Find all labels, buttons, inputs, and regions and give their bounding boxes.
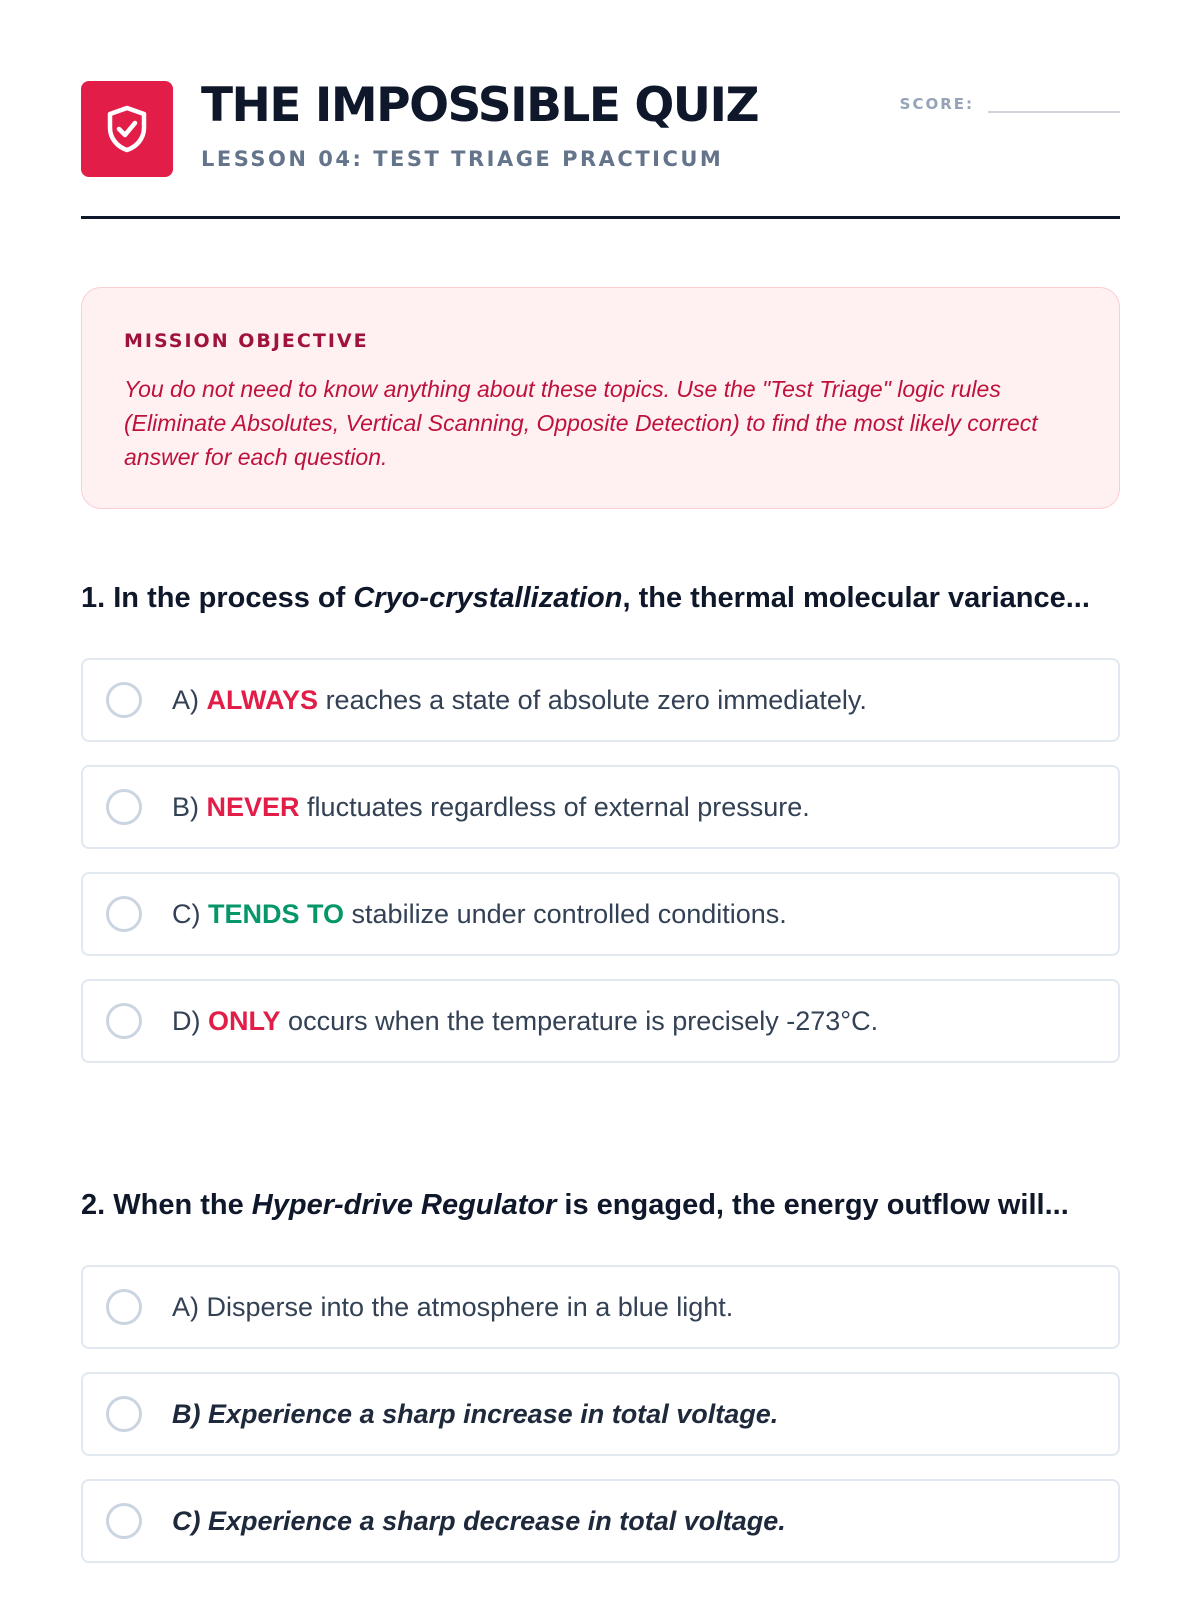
option-a[interactable]: [81, 658, 1120, 742]
option-rest: occurs when the temperature is precisely -273°C.: [280, 1005, 879, 1036]
option-c[interactable]: [81, 1479, 1120, 1563]
option-b[interactable]: [81, 765, 1120, 849]
question-text: [81, 575, 1120, 622]
option-c[interactable]: [81, 872, 1120, 956]
objective-title: MISSION OBJECTIVE: [124, 330, 369, 352]
question-prefix: 2. When the: [81, 1189, 252, 1221]
objective-text: You do not need to know anything about these topics. Use the "Test Triage" logic rules (Eliminate Absolutes, Vertical Scanning, Opposite Detection) to find the most likely correct answer for each question.: [124, 376, 1038, 470]
option-letter: B): [172, 791, 199, 822]
option-d[interactable]: [81, 979, 1120, 1063]
radio-button[interactable]: [106, 789, 142, 825]
page-title: THE IMPOSSIBLE QUIZ: [201, 78, 759, 133]
score-area: [900, 90, 1120, 113]
option-a[interactable]: [81, 1265, 1120, 1349]
header-divider: [81, 216, 1120, 219]
radio-button[interactable]: [106, 1289, 142, 1325]
option-b[interactable]: [81, 1372, 1120, 1456]
question-text: [81, 1182, 1120, 1229]
absolute-keyword: NEVER: [206, 791, 300, 822]
score-label: SCORE:: [899, 95, 974, 113]
question-suffix: is engaged, the energy outflow will...: [556, 1189, 1069, 1221]
radio-button[interactable]: [106, 682, 142, 718]
question-term: Cryo-crystallization: [353, 582, 623, 614]
option-text: A) Disperse into the atmosphere in a blue light.: [172, 1291, 734, 1322]
option-text: C) Experience a sharp decrease in total voltage.: [172, 1505, 786, 1536]
absolute-keyword: ONLY: [208, 1005, 281, 1036]
option-letter: A): [172, 684, 199, 715]
option-text: [172, 685, 867, 716]
mission-objective-box: [81, 287, 1120, 509]
option-text: [172, 792, 810, 823]
absolute-keyword: ALWAYS: [206, 684, 319, 715]
question-prefix: 1. In the process of: [81, 582, 354, 614]
option-rest: fluctuates regardless of external pressure.: [299, 791, 810, 822]
question-term: Hyper-drive Regulator: [251, 1189, 557, 1221]
radio-button[interactable]: [106, 1396, 142, 1432]
radio-button[interactable]: [106, 1003, 142, 1039]
radio-button[interactable]: [106, 896, 142, 932]
shield-check-icon: [104, 104, 150, 154]
radio-button[interactable]: [106, 1503, 142, 1539]
option-text: B) Experience a sharp increase in total voltage.: [172, 1398, 779, 1429]
question-1: [81, 575, 1120, 1086]
lesson-subtitle: LESSON 04: TEST TRIAGE PRACTICUM: [201, 147, 724, 171]
question-suffix: , the thermal molecular variance...: [622, 582, 1090, 614]
option-letter: D): [172, 1005, 201, 1036]
hedge-keyword: TENDS TO: [208, 898, 345, 929]
option-rest: stabilize under controlled conditions.: [344, 898, 787, 929]
quiz-page: [81, 0, 1120, 1536]
option-rest: reaches a state of absolute zero immediately.: [318, 684, 867, 715]
logo: [81, 81, 173, 177]
option-letter: C): [172, 898, 201, 929]
option-text: [172, 1006, 878, 1037]
header: [81, 0, 1120, 220]
option-text: [172, 899, 787, 930]
question-2: [81, 1182, 1120, 1586]
score-blank: [988, 90, 1120, 113]
